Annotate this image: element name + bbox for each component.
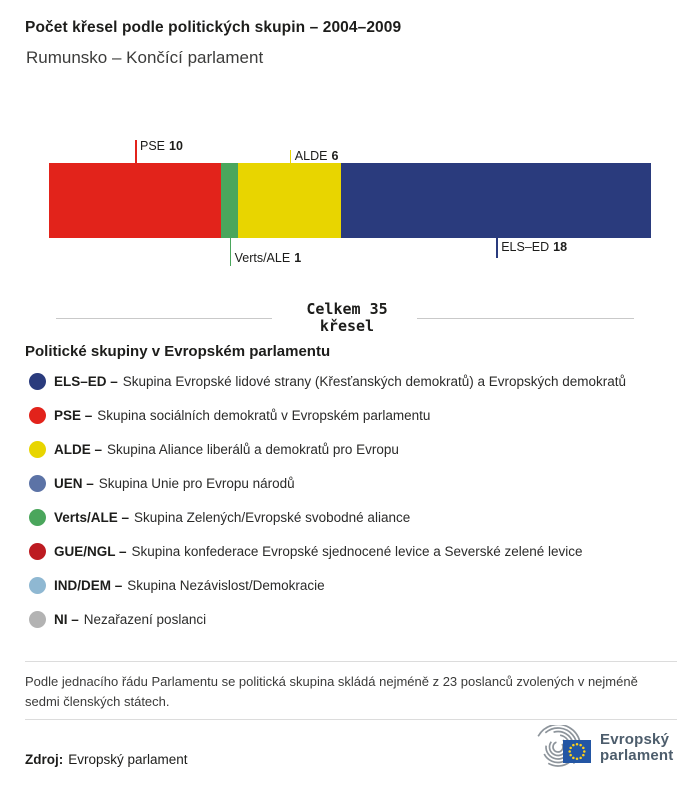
legend-group-label: ELS–ED –	[54, 373, 118, 389]
source-label: Zdroj:	[25, 752, 64, 767]
legend-item-pse	[29, 398, 626, 432]
divider-bottom	[25, 719, 677, 720]
legend-item-alde	[29, 432, 626, 466]
callout-seat-count: 6	[331, 149, 339, 163]
legend-color-dot	[29, 577, 46, 594]
callout-tick-alde	[290, 150, 292, 163]
callout-group-name: PSE	[140, 139, 166, 153]
callout-seat-count: 18	[553, 240, 568, 254]
page-subtitle: Rumunsko – Končící parlament	[26, 48, 264, 67]
callout-group-name: ELS–ED	[501, 240, 550, 254]
legend-group-label: IND/DEM –	[54, 577, 123, 593]
legend-item-ind-dem	[29, 568, 626, 602]
total-seats-caption	[272, 301, 422, 334]
total-seats-line1: Celkem 35	[306, 300, 388, 318]
ep-logo-word2: parlament	[600, 746, 674, 764]
ep-logo-word1: Evropský	[600, 731, 670, 748]
legend-item-ni	[29, 602, 626, 636]
eu-flag-stars	[563, 740, 591, 763]
legend-group-description: Skupina Aliance liberálů a demokratů pro Evropu	[107, 441, 399, 457]
legend-item-els-ed	[29, 364, 626, 398]
divider-top	[25, 661, 677, 662]
callout-label-els-ed	[501, 240, 567, 254]
source-line	[25, 752, 188, 767]
legend-color-dot	[29, 441, 46, 458]
legend-group-description: Skupina Evropské lidové strany (Křesťanských demokratů) a Evropských demokratů	[122, 373, 627, 389]
callout-seat-count: 10	[169, 139, 183, 153]
callout-seat-count: 1	[294, 251, 302, 265]
legend-group-label: GUE/NGL –	[54, 543, 127, 559]
callout-label-verts-ale	[235, 251, 302, 265]
source-value: Evropský parlament	[68, 752, 188, 767]
bar-segment-verts-ale	[221, 163, 238, 238]
legend-group-label: Verts/ALE –	[54, 509, 130, 525]
legend-group-description: Skupina Nezávislost/Demokracie	[127, 577, 325, 593]
page-title: Počet křesel podle politických skupin – 2004–2009	[25, 19, 402, 36]
legend-item-gue-ngl	[29, 534, 626, 568]
callout-label-pse	[140, 139, 183, 153]
legend-color-dot	[29, 611, 46, 628]
legend-color-dot	[29, 475, 46, 492]
legend-group-description: Skupina konfederace Evropské sjednocené levice a Severské zelené levice	[131, 543, 583, 559]
total-caption-right-line	[417, 318, 634, 319]
legend-group-label: PSE –	[54, 407, 93, 423]
bar-segment-alde	[238, 163, 341, 238]
callout-tick-els-ed	[496, 238, 498, 258]
legend-color-dot	[29, 373, 46, 390]
legend-group-description: Skupina Unie pro Evropu národů	[98, 475, 295, 491]
bar-segment-pse	[49, 163, 221, 238]
legend-group-description: Skupina sociálních demokratů v Evropském parlamentu	[97, 407, 431, 423]
ep-logo-wordmark	[600, 732, 674, 763]
bar-segment-els-ed	[341, 163, 651, 238]
legend-color-dot	[29, 509, 46, 526]
legend-color-dot	[29, 543, 46, 560]
footnote: Podle jednacího řádu Parlamentu se politická skupina skládá nejméně z 23 poslanců zvolených v nejméně sedmi členských státech.	[25, 674, 638, 709]
legend-item-verts-ale	[29, 500, 626, 534]
callout-tick-pse	[135, 140, 137, 163]
legend-group-label: UEN –	[54, 475, 94, 491]
callout-group-name: ALDE	[294, 149, 328, 163]
total-caption-left-line	[56, 318, 272, 319]
legend-group-description: Nezařazení poslanci	[83, 611, 207, 627]
legend-group-label: NI –	[54, 611, 79, 627]
legend-group-description: Skupina Zelených/Evropské svobodné aliance	[134, 509, 411, 525]
eu-flag-icon	[563, 740, 591, 763]
callout-tick-verts-ale	[230, 238, 232, 266]
stacked-bar	[49, 163, 651, 238]
legend-color-dot	[29, 407, 46, 424]
legend-group-label: ALDE –	[54, 441, 103, 457]
legend-item-uen	[29, 466, 626, 500]
callout-label-alde	[295, 149, 339, 163]
callout-group-name: Verts/ALE	[234, 251, 291, 265]
total-seats-line2: křesel	[319, 316, 375, 335]
legend	[29, 364, 626, 636]
legend-heading: Politické skupiny v Evropském parlamentu	[25, 343, 331, 360]
